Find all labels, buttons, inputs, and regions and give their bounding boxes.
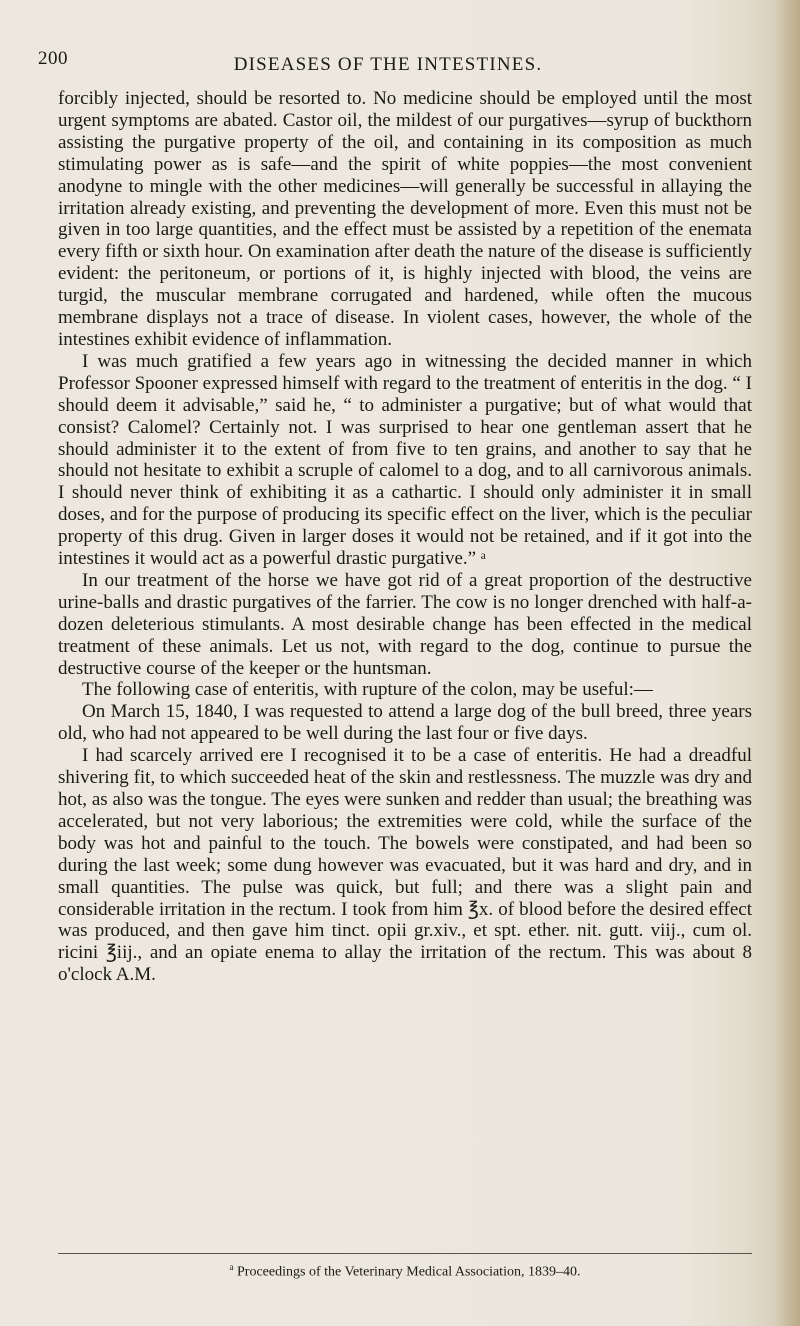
footnote-marker: a (229, 1262, 234, 1272)
footnote (58, 1262, 752, 1281)
page-number: 200 (38, 48, 68, 69)
page-edge-shadow (774, 0, 800, 1326)
paragraph-case-date: On March 15, 1840, I was requested to attend a large dog of the bull breed, three years old, who had not appeared to be well during the last four or five days. (58, 701, 752, 745)
paragraph-treatment-continued: forcibly injected, should be resorted to. No medicine should be employed until the most urgent symptoms are abated. Castor oil, the mildest of our purgatives—syrup of buckthorn assisting the purgative property of the oil, and containing in its composition as much stimulating power as is safe—and the spirit of white poppies—the most convenient anodyne to mingle with the other medicines—will generally be successful in allaying the irritation already existing, and preventing the development of more. Even this must not be given in too large quantities, and the effect must be assisted by a repetition of the enemata every fifth or sixth hour. On examination after death the nature of the disease is sufficiently evident: the peritoneum, or portions of it, is highly injected with blood, the veins are turgid, the muscular membrane corrugated and hardened, while often the mucous membrane displays not a trace of disease. In violent cases, however, the whole of the intestines exhibit evidence of inflammation. (58, 88, 752, 350)
page-header (38, 48, 738, 78)
paragraph-professor-spooner: I was much gratified a few years ago in witnessing the decided manner in which Professor Spooner expressed himself with regard to the treatment of enteritis in the dog. “ I should deem it advisable,” said he, “ to administer a purgative; but of what would that consist? Calomel? Certainly not. I was surprised to hear one gentleman assert that he should administer it to the extent of from five to ten grains, and another to say that he should not hesitate to exhibit a scruple of calomel to a dog, and to all carnivorous animals. I should never think of exhibiting it as a cathartic. I should only administer it in small doses, and for the purpose of producing its specific effect on the liver, which is the peculiar property of this drug. Given in larger doses it would not be retained, and if it got into the intestines it would act as a powerful drastic purgative.” ᵃ (58, 350, 752, 570)
paragraph-case-symptoms: I had scarcely arrived ere I recognised it to be a case of enteritis. He had a dreadful shivering fit, to which succeeded heat of the skin and restlessness. The muzzle was dry and hot, as also was the tongue. The eyes were sunken and redder than usual; the breathing was accelerated, but not very laborious; the extremities were cold, while the surface of the body was hot and painful to the touch. The bowels were constipated, and had been so during the last week; some dung however was evacuated, but it was hard and dry, and in small quantities. The pulse was quick, but full; and there was a slight pain and considerable irritation in the rectum. I took from him ℥x. of blood before the desired effect was produced, and then gave him tinct. opii gr.xiv., et spt. ether. nit. gutt. viij., cum ol. ricini ℥iij., and an opiate enema to allay the irritation of the rectum. This was about 8 o'clock A.M. (58, 745, 752, 986)
running-head: DISEASES OF THE INTESTINES. (233, 54, 543, 75)
footnote-rule (58, 1253, 752, 1254)
paragraph-case-intro: The following case of enteritis, with rupture of the colon, may be useful:— (82, 679, 653, 701)
body-text (58, 88, 752, 986)
footnote-text: Proceedings of the Veterinary Medical Association, 1839–40. (237, 1264, 581, 1280)
paragraph-horse-treatment: In our treatment of the horse we have got rid of a great proportion of the destructive urine-balls and drastic purgatives of the farrier. The cow is no longer drenched with half-a-dozen deleterious stimulants. A most desirable change has been effected in the medical treatment of these animals. Let us not, with regard to the dog, continue to pursue the destructive course of the keeper or the huntsman. (58, 569, 752, 679)
